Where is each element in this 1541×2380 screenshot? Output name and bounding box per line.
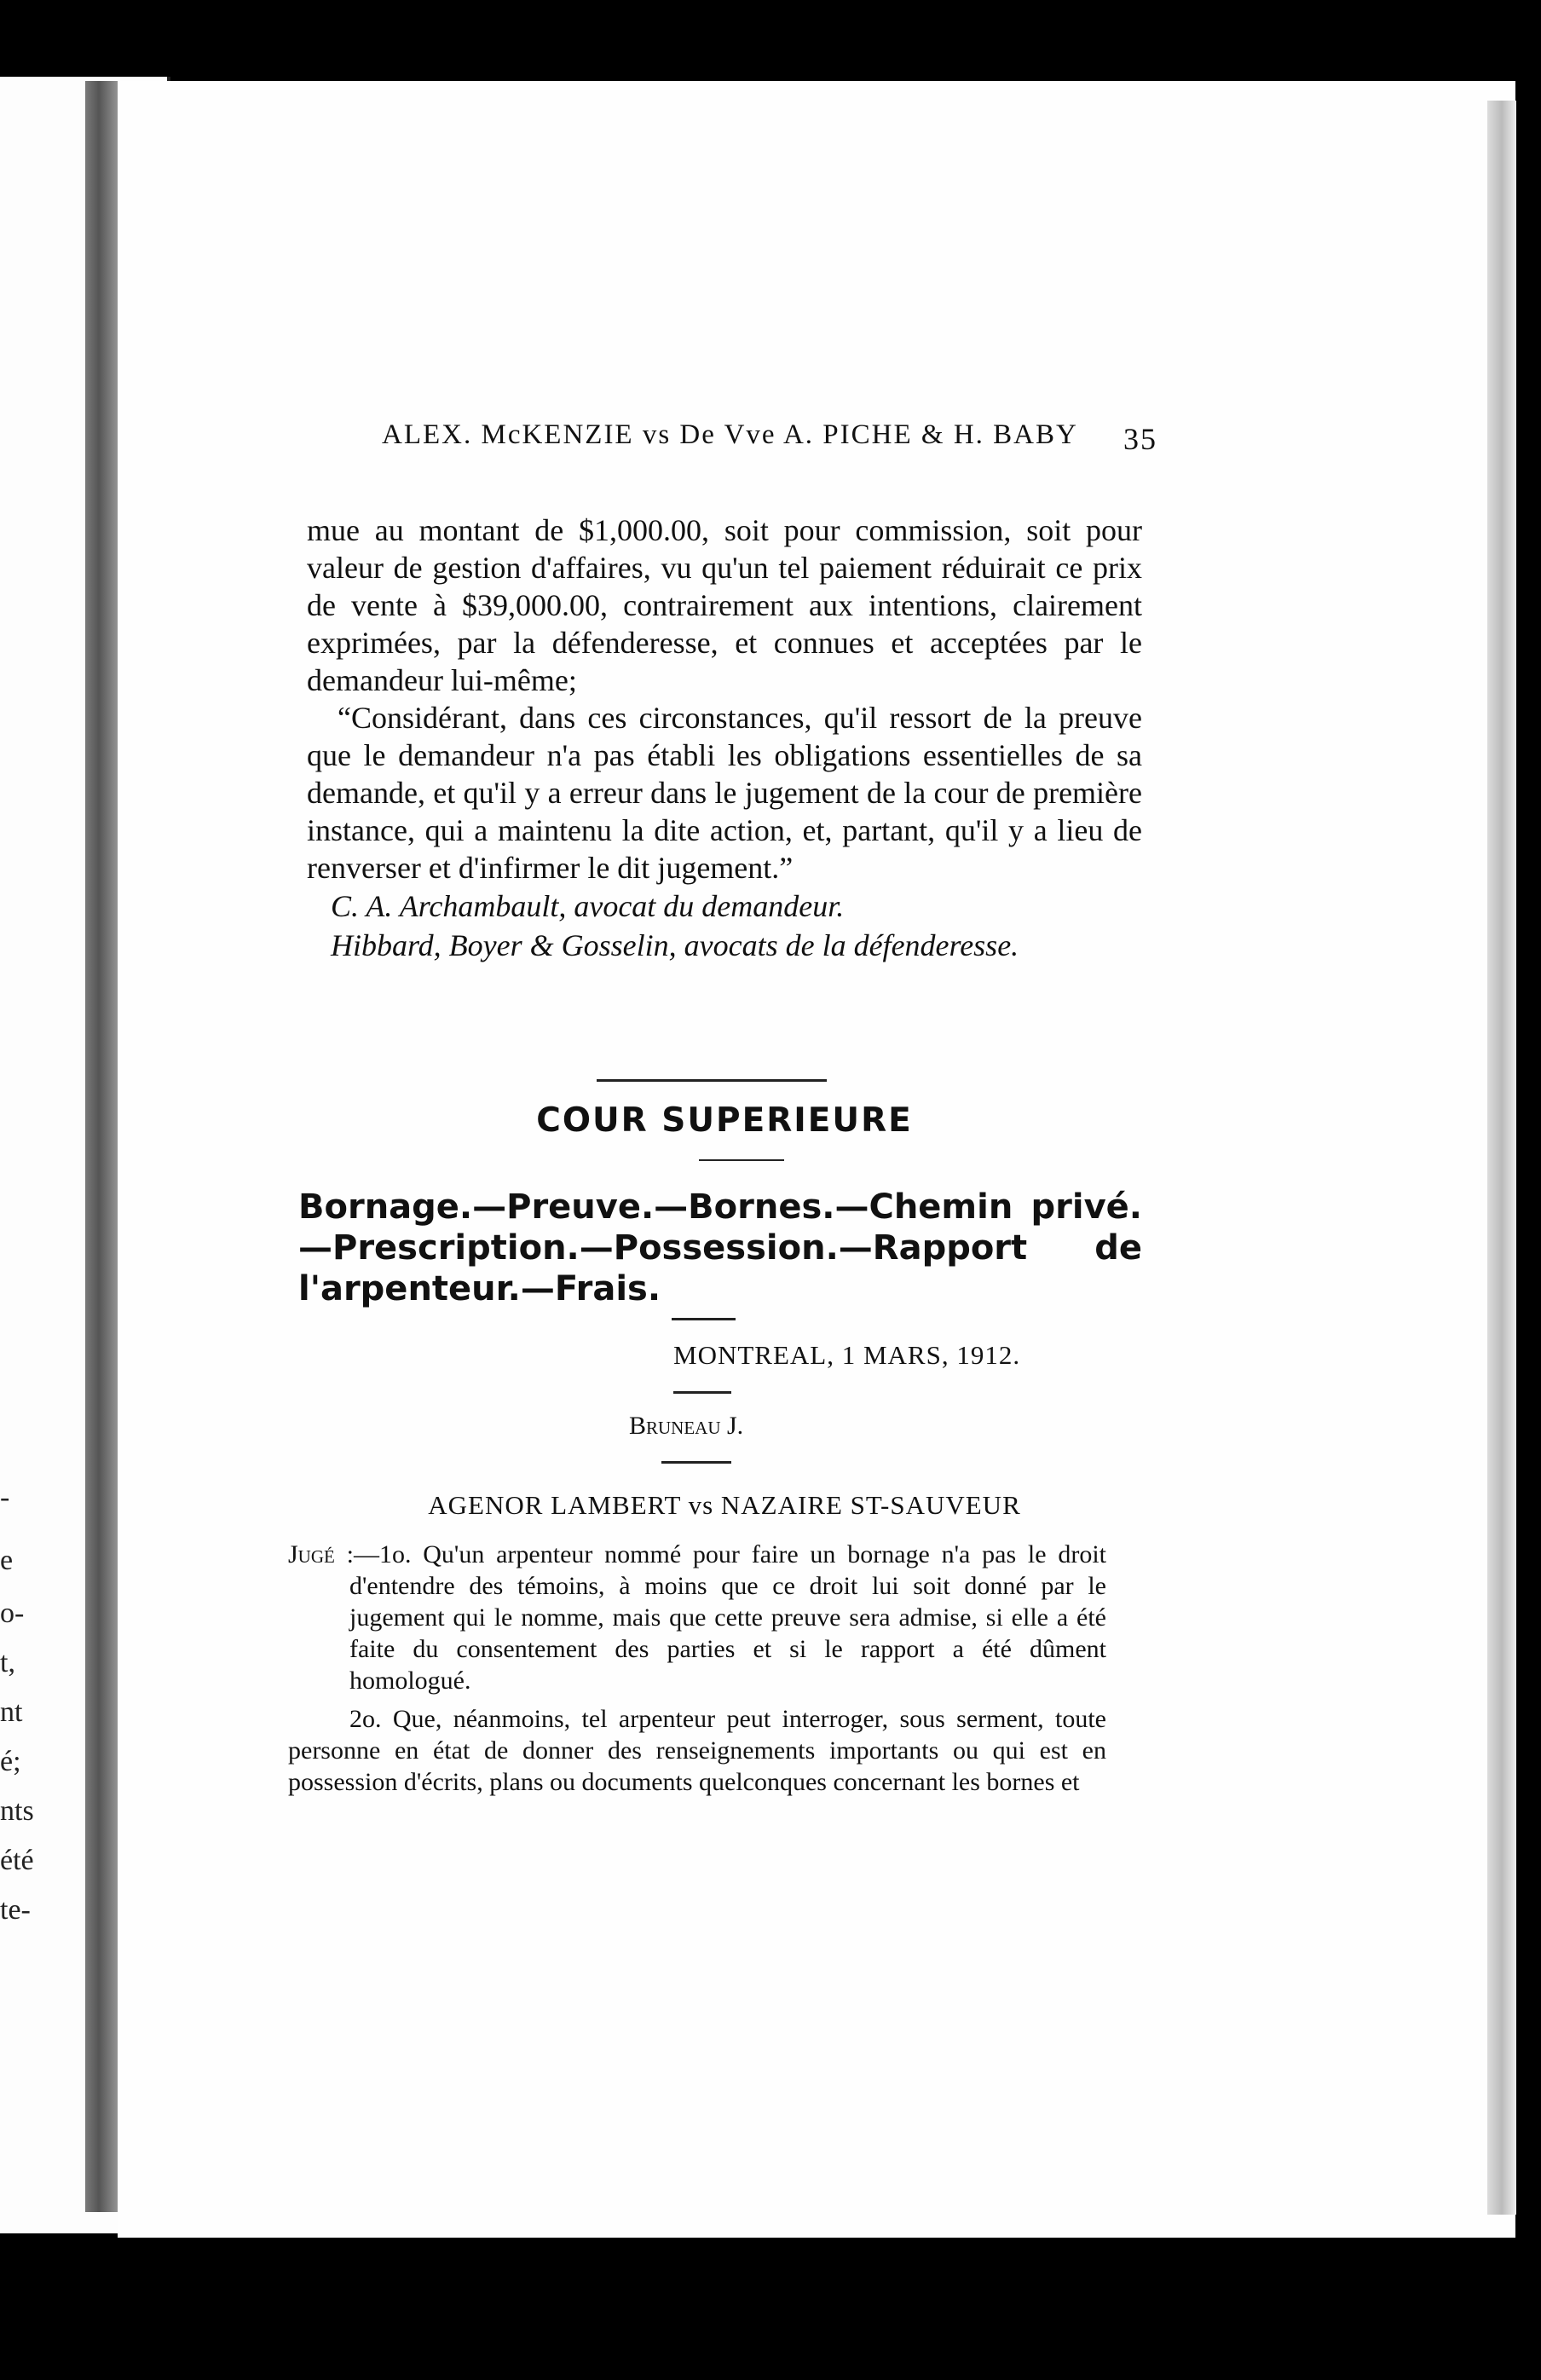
page-number: 35 [1123, 422, 1157, 456]
left-page-fragment: - [0, 1482, 10, 1513]
juge-paragraph-2: 2o. Que, néanmoins, tel arpenteur peut interroger, sous serment, toute personne en état de donner des renseignements importants ou qui est en possession d'écrits, plans ou documents quelconques concernant les bornes et [288, 1705, 1106, 1796]
continued-paragraph: mue au montant de $1,000.00, soit pour commission, soit pour valeur de gestion d'affaires, vu qu'un tel paiement réduirait ce prix de vente à $39,000.00, contrairement aux intentions, clairement exprimées, par la défenderesse, et connues et acceptées par le demandeur lui-même; [307, 513, 1142, 697]
left-page-fragment: t, [0, 1647, 15, 1678]
left-page-fragment: te- [0, 1894, 31, 1926]
short-rule [672, 1318, 736, 1320]
short-rule [661, 1461, 731, 1464]
left-page-fragment: nt [0, 1696, 23, 1728]
juge-paragraph-1 [288, 1539, 1106, 1696]
left-page-fragment: e [0, 1545, 14, 1576]
section-divider [597, 1079, 827, 1082]
considerant-paragraph: “Considérant, dans ces circonstances, qu'il ressort de la preuve que le demandeur n'a pas établi les obligations essentielles de sa demande, et qu'il y a erreur dans le jugement de la cour de première instance, qui a maintenu la dite action, et, partant, qu'il y a lieu de renverser et d'infirmer le dit jugement.” [307, 701, 1142, 885]
signature-plaintiff: C. A. Archambault, avocat du demandeur. [331, 889, 845, 923]
case-parties: AGENOR LAMBERT vs NAZAIRE ST-SAUVEUR [428, 1490, 1021, 1520]
juge-label: Jugé : [288, 1540, 354, 1568]
headnote: Bornage.—Preuve.—Bornes.—Chemin privé.—Prescription.—Possession.—Rapport de l'arpenteur.—Frais. [298, 1187, 1142, 1308]
book-gutter [85, 81, 119, 2212]
judge-name: Bruneau J. [629, 1412, 744, 1440]
court-title: COUR SUPERIEURE [536, 1101, 913, 1140]
judgment-text [307, 511, 1142, 965]
juge-section [288, 1539, 1106, 1798]
short-rule [699, 1159, 784, 1161]
page-stack-edge [1487, 101, 1516, 2215]
running-head-title: ALEX. McKENZIE vs De Vve A. PICHE & H. BABY [382, 419, 1078, 450]
right-page [118, 81, 1515, 2238]
left-page-fragment: é; [0, 1746, 21, 1777]
short-rule [673, 1391, 731, 1394]
running-head [382, 419, 1157, 456]
left-page-fragment: été [0, 1845, 34, 1876]
left-page-fragment: o- [0, 1597, 25, 1629]
juge-paragraph-1-text: —1o. Qu'un arpenteur nommé pour faire un bornage n'a pas le droit d'entendre des témoins, à moins que ce droit lui soit donné par le jugement qui le nomme, mais que cette preuve sera admise, si elle a été faite du consentement des parties et si le rapport a été dûment homologué. [349, 1540, 1107, 1695]
left-page-fragment: nts [0, 1795, 34, 1827]
dateline: MONTREAL, 1 MARS, 1912. [673, 1340, 1021, 1370]
signature-defendant: Hibbard, Boyer & Gosselin, avocats de la défenderesse. [331, 928, 1019, 962]
